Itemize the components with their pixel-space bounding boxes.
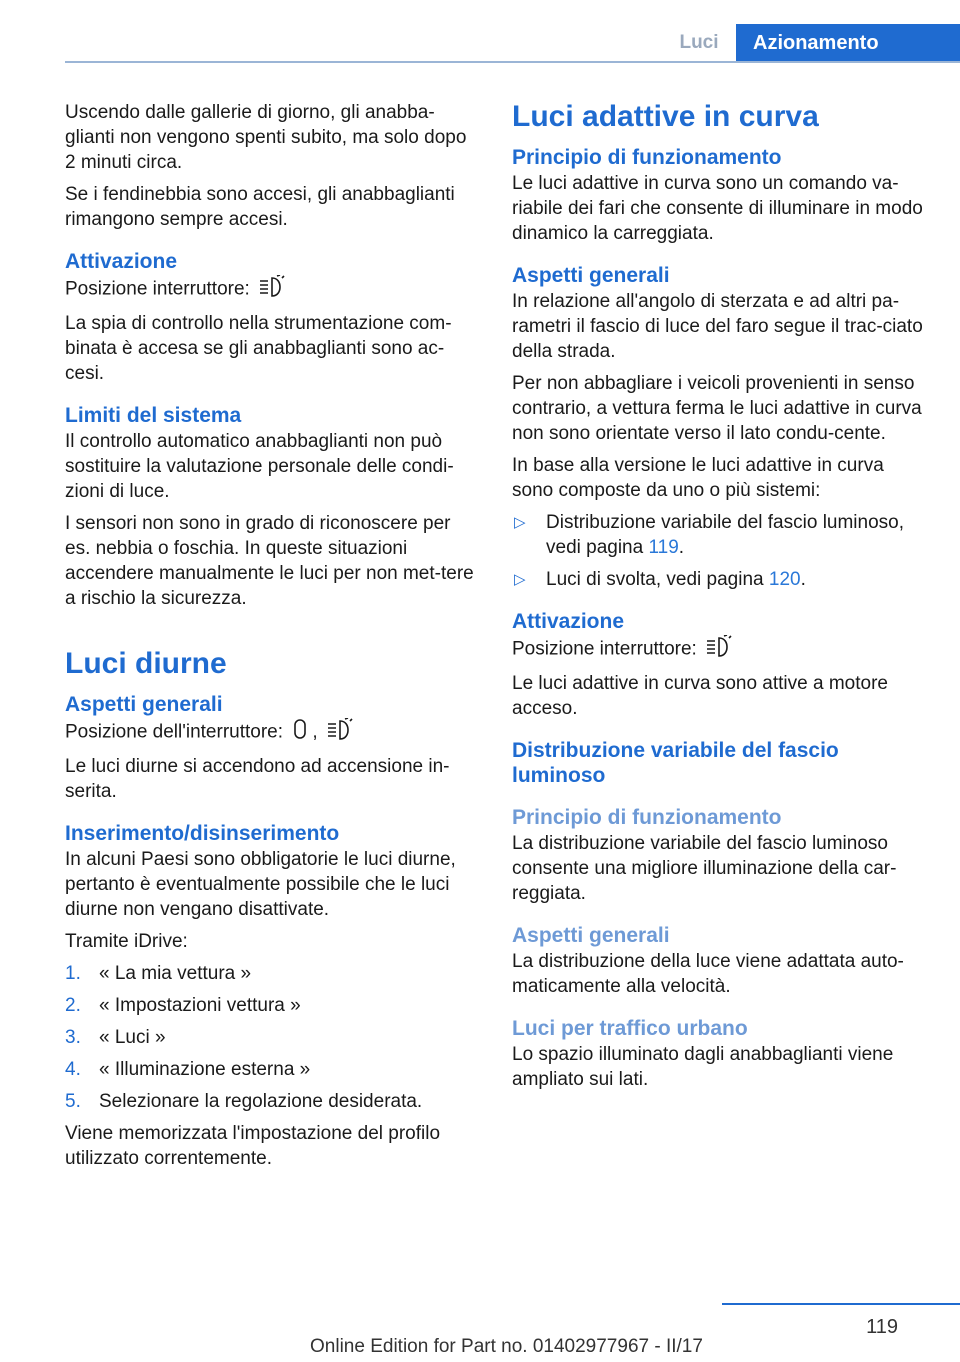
paragraph bbox=[65, 275, 475, 304]
separator: , bbox=[312, 721, 318, 743]
heading-distribuzione: Distribuzione variabile del fascio luminoso bbox=[512, 739, 839, 787]
auto-headlight-icon bbox=[705, 635, 733, 664]
paragraph: La spia di controllo nella strumentazione com-binata è accesa se gli anabbaglianti sono ac-cesi. bbox=[65, 313, 452, 384]
bullet-text: Luci di svolta, vedi pagina bbox=[546, 569, 764, 590]
paragraph: La distribuzione della luce viene adattata auto-maticamente alla velocità. bbox=[512, 951, 904, 997]
heading-luci-diurne: Luci diurne bbox=[65, 647, 227, 680]
systems-list bbox=[512, 510, 924, 592]
heading-attivazione: Attivazione bbox=[512, 610, 625, 633]
page-link[interactable]: 120 bbox=[768, 569, 801, 590]
step-number: 4. bbox=[65, 1059, 81, 1080]
page-link[interactable]: 119 bbox=[648, 537, 679, 558]
paragraph: Tramite iDrive: bbox=[65, 931, 188, 952]
heading-aspetti-generali: Aspetti generali bbox=[512, 264, 670, 287]
paragraph: Lo spazio illuminato dagli anabbaglianti viene ampliato sui lati. bbox=[512, 1044, 894, 1090]
step-number: 1. bbox=[65, 963, 81, 984]
auto-headlight-icon bbox=[258, 275, 286, 304]
paragraph: Se i fendinebbia sono accesi, gli anabbaglianti rimangono sempre accesi. bbox=[65, 184, 455, 230]
triangle-bullet-icon: ▷ bbox=[514, 571, 526, 588]
punct: . bbox=[800, 569, 806, 590]
heading-luci-adattive: Luci adattive in curva bbox=[512, 100, 819, 133]
heading-attivazione: Attivazione bbox=[65, 250, 178, 273]
heading-aspetti-generali: Aspetti generali bbox=[65, 693, 223, 716]
list-item bbox=[65, 1089, 475, 1114]
heading-limiti: Limiti del sistema bbox=[65, 404, 242, 427]
left-column bbox=[65, 100, 475, 1178]
heading-principio: Principio di funzionamento bbox=[512, 806, 782, 829]
paragraph: Le luci diurne si accendono ad accensione in-serita. bbox=[65, 756, 450, 802]
list-item bbox=[65, 1057, 475, 1082]
step-text: « Luci » bbox=[99, 1027, 166, 1048]
step-text: Selezionare la regolazione desiderata. bbox=[99, 1091, 423, 1112]
list-item bbox=[512, 567, 924, 592]
punct: . bbox=[678, 537, 685, 558]
paragraph: I sensori non sono in grado di riconoscere per es. nebbia o foschia. In queste situazioni accendere manualmente le luci per non met-tere a rischio la sicurezza. bbox=[65, 513, 474, 609]
paragraph: In base alla versione le luci adattive in curva sono composte da uno o più sistemi: bbox=[512, 455, 884, 501]
paragraph: In alcuni Paesi sono obbligatorie le luci diurne, pertanto è eventualmente possibile che le luci diurne non vengano disattivate. bbox=[65, 849, 456, 920]
bullet-text: Distribuzione variabile del fascio luminoso, vedi pagina bbox=[546, 512, 905, 558]
paragraph bbox=[65, 718, 475, 747]
heading-traffico-urbano: Luci per traffico urbano bbox=[512, 1017, 748, 1040]
paragraph: Uscendo dalle gallerie di giorno, gli anabba-glianti non vengono spenti subito, ma solo dopo 2 minuti circa. bbox=[65, 102, 467, 173]
step-text: « La mia vettura » bbox=[99, 963, 252, 984]
step-text: « Illuminazione esterna » bbox=[99, 1059, 311, 1080]
paragraph: Le luci adattive in curva sono un comando va-riabile dei fari che consente di illuminare in modo dinamico la carreggiata. bbox=[512, 173, 923, 244]
paragraph: Viene memorizzata l'impostazione del profilo utilizzato correntemente. bbox=[65, 1123, 441, 1169]
paragraph: Le luci adattive in curva sono attive a motore acceso. bbox=[512, 673, 888, 719]
list-item bbox=[512, 510, 924, 560]
paragraph bbox=[512, 635, 924, 664]
step-number: 3. bbox=[65, 1027, 81, 1048]
list-item bbox=[65, 993, 475, 1018]
header-rule bbox=[65, 61, 960, 63]
paragraph: La distribuzione variabile del fascio luminoso consente una migliore illuminazione della car-reggiata. bbox=[512, 833, 897, 904]
page-number: 119 bbox=[866, 1316, 898, 1338]
triangle-bullet-icon: ▷ bbox=[514, 514, 526, 531]
step-number: 5. bbox=[65, 1091, 81, 1112]
light-off-icon bbox=[291, 718, 309, 747]
right-column bbox=[512, 100, 924, 1099]
paragraph: Per non abbagliare i veicoli provenienti in senso contrario, a vettura ferma le luci adattive in curva non sono orientate verso il lato condu-cente. bbox=[512, 373, 922, 444]
page-header bbox=[0, 24, 960, 62]
label: Posizione dell'interruttore: bbox=[65, 721, 284, 743]
edition-note: Online Edition for Part no. 01402977967 - II/17 bbox=[310, 1336, 703, 1357]
step-text: « Impostazioni vettura » bbox=[99, 995, 301, 1016]
heading-principio: Principio di funzionamento bbox=[512, 146, 782, 169]
header-chapter: Azionamento bbox=[736, 24, 960, 63]
paragraph: Il controllo automatico anabbaglianti non può sostituire la valutazione personale delle condi-zioni di luce. bbox=[65, 431, 454, 502]
heading-inserimento: Inserimento/disinserimento bbox=[65, 822, 340, 845]
heading-aspetti-generali: Aspetti generali bbox=[512, 924, 670, 947]
steps-list bbox=[65, 961, 475, 1114]
step-number: 2. bbox=[65, 995, 81, 1016]
header-section: Luci bbox=[679, 32, 719, 53]
list-item bbox=[65, 1025, 475, 1050]
list-item bbox=[65, 961, 475, 986]
label: Posizione interruttore: bbox=[65, 278, 250, 300]
label: Posizione interruttore: bbox=[512, 638, 697, 660]
paragraph: In relazione all'angolo di sterzata e ad altri pa-rametri il fascio di luce del faro segue il trac-ciato della strada. bbox=[512, 291, 923, 362]
footer-rule bbox=[722, 1303, 960, 1305]
auto-headlight-icon bbox=[326, 718, 354, 747]
